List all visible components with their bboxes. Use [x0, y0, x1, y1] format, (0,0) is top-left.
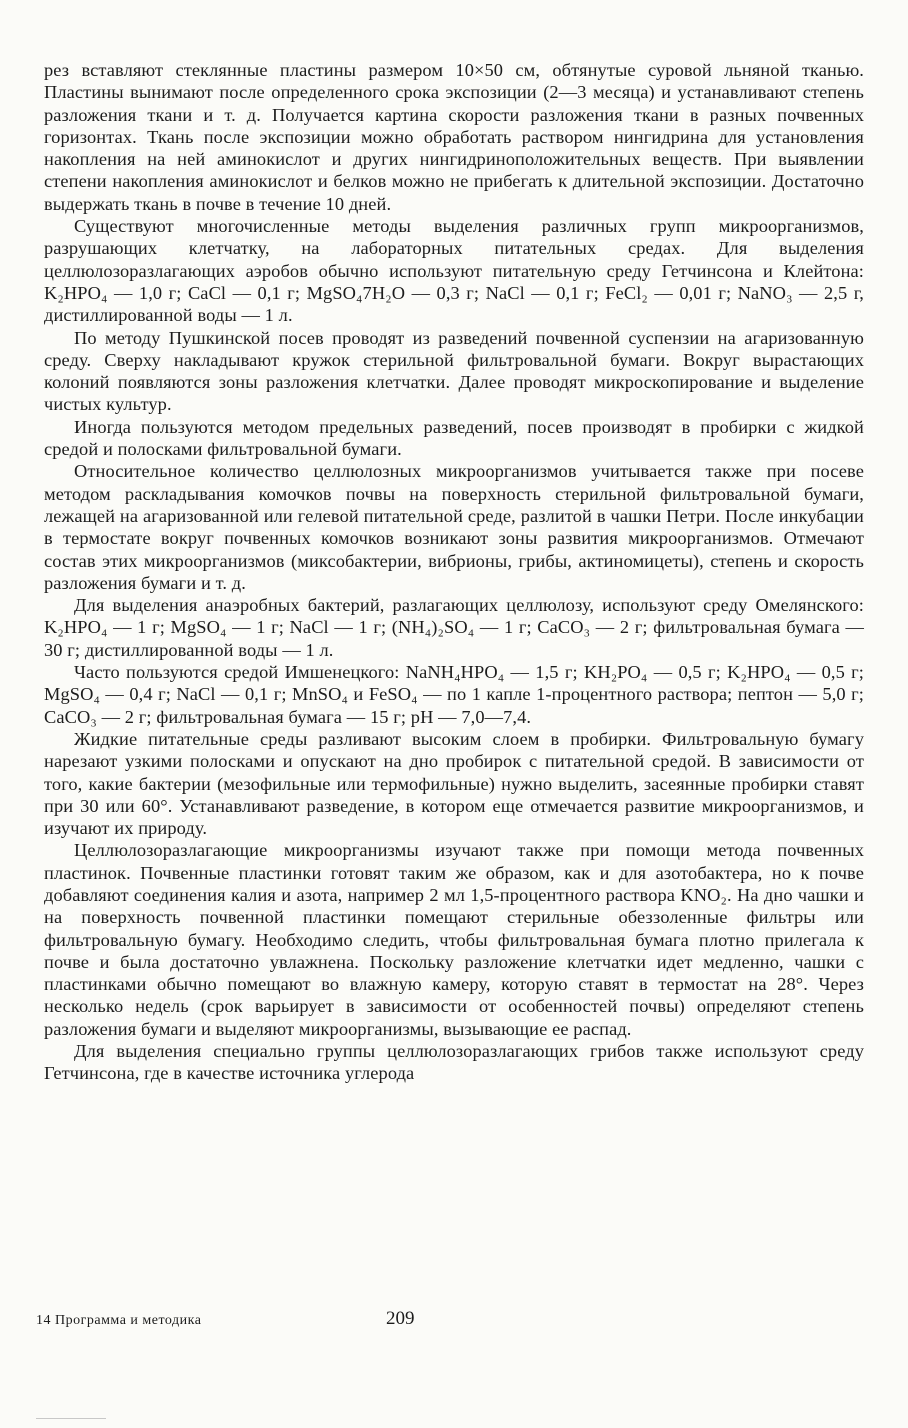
paragraph-7: Часто пользуются средой Имшенецкого: NaNH₄HPO₄ — 1,5 г; KH₂PO₄ — 0,5 г; K₂HPO₄ — 0,5 г; MgSO₄ — 0,4 г; NaCl — 0,1 г; MnSO₄ и FeSO₄ — по 1 капле 1-процентного раствора; пептон — 5,0 г; CaCO₃ — 2 г; фильтровальная бумага — 15 г; pH — 7,0—7,4. [44, 662, 864, 727]
paragraph-6: Для выделения анаэробных бактерий, разлагающих целлюлозу, используют среду Омелянского: K₂HPO₄ — 1 г; MgSO₄ — 1 г; NaCl — 1 г; (NH₄)₂SO₄ — 1 г; CaCO₃ — 2 г; фильтровальная бумага — 30 г; дистиллированной воды — 1 л. [44, 595, 864, 660]
page-footer [36, 1308, 864, 1332]
paragraph-2: Существуют многочисленные методы выделения различных групп микроорганизмов, разрушающих клетчатку, на лабораторных питательных средах. Для выделения целлюлозоразлагающих аэробов обычно используют питательную среду Гетчинсона и Клейтона: K₂HPO₄ — 1,0 г; CaCl — 0,1 г; MgSO₄7H₂O — 0,3 г; NaCl — 0,1 г; FeCl₂ — 0,01 г; NaNO₃ — 2,5 г, дистиллированной воды — 1 л. [44, 216, 864, 326]
paragraph-10: Для выделения специально группы целлюлозоразлагающих грибов также используют среду Гетчинсона, где в качестве источника углерода [44, 1041, 864, 1084]
paragraph-1: рез вставляют стеклянные пластины размером 10×50 см, обтянутые суровой льняной тканью. Пластины вынимают после определенного срока экспозиции (2—3 месяца) и устанавливают степень разложения ткани и т. д. Получается картина скорости разложения ткани в разных почвенных горизонтах. Ткань после экспозиции можно обработать раствором нингидрина для установления накопления на ней аминокислот и других нингидриноположительных веществ. При выявлении степени накопления аминокислот и белков можно не прибегать к длительной экспозиции. Достаточно выдержать ткань в почве в течение 10 дней. [44, 60, 864, 214]
page-body [44, 59, 864, 1085]
paragraph-4: Иногда пользуются методом предельных разведений, посев производят в пробирки с жидкой средой и полосками фильтровальной бумаги. [44, 416, 864, 460]
scan-edge-line [36, 1418, 106, 1419]
paragraph-8: Жидкие питательные среды разливают высоким слоем в пробирки. Фильтровальную бумагу нарезают узкими полосками и опускают на дно пробирок с питательной средой. В зависимости от того, какие бактерии (мезофильные или термофильные) нужно выделить, засеянные пробирки ставят при 30 или 60°. Устанавливают разведение, в котором еще отмечается развитие микроорганизмов, и изучают их природу. [44, 728, 864, 839]
paragraph-3: По методу Пушкинской посев проводят из разведений почвенной суспензии на агаризованную среду. Сверху накладывают кружок стерильной фильтровальной бумаги. Вокруг вырастающих колоний появляются зоны разложения клетчатки. Далее проводят микроскопирование и выделение чистых культур. [44, 327, 864, 415]
page-number: 209 [386, 1308, 415, 1329]
printer-signature: 14 Программа и методика [36, 1313, 202, 1328]
paragraph-9: Целлюлозоразлагающие микроорганизмы изучают также при помощи метода почвенных пластинок. Почвенные пластинки готовят таким же образом, как и для азотобактера, но к почве добавляют соединения калия и азота, например 2 мл 1,5-процентного раствора KNO₂. На дно чашки и на поверхность почвенной пластинки помещают стерильные обеззоленные фильтры или фильтровальную бумагу. Необходимо следить, чтобы фильтровальная бумага плотно прилегала к почве и была достаточно увлажнена. Поскольку разложение клетчатки идет медленно, чашки с пластинками обычно помещают во влажную камеру, которую ставят в термостат на 28°. Через несколько недель (срок варьирует в зависимости от особенностей почвы) определяют степень разложения бумаги и выделяют микроорганизмы, вызывающие ее распад. [44, 840, 864, 1039]
paragraph-5: Относительное количество целлюлозных микроорганизмов учитывается также при посеве методом раскладывания комочков почвы на поверхность стерильной фильтровальной бумаги, лежащей на агаризованной или гелевой питательной среде, разлитой в чашки Петри. После инкубации в термостате вокруг почвенных комочков возникают зоны развития микроорганизмов. Отмечают состав этих микроорганизмов (миксобактерии, вибрионы, грибы, актиномицеты), степень и скорость разложения бумаги и т. д. [44, 461, 864, 593]
